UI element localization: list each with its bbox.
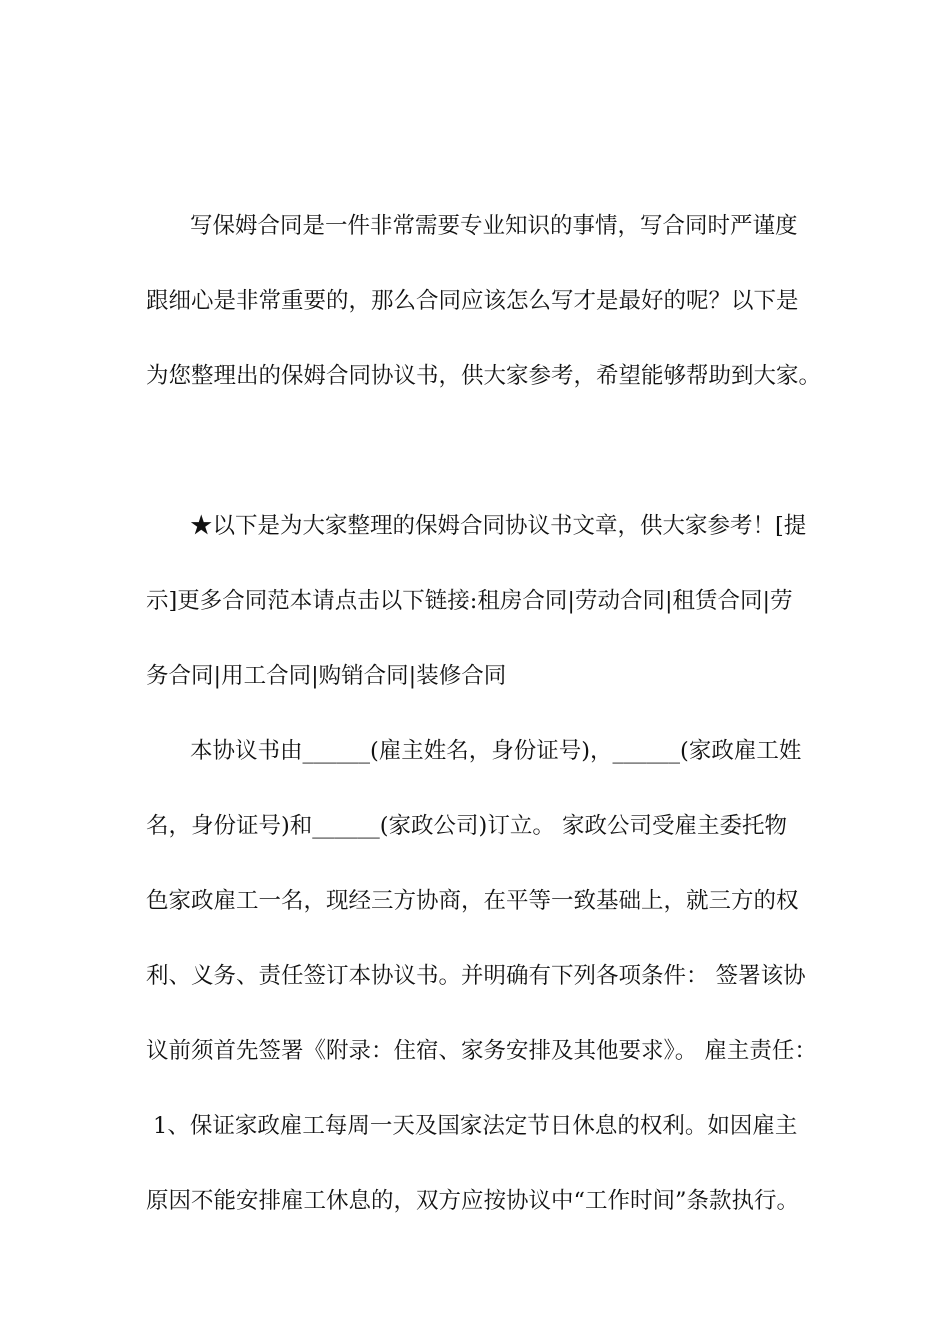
paragraph-agreement-line-3: 色家政雇工一名，现经三方协商，在平等一致基础上，就三方的权 <box>146 888 799 914</box>
paragraph-links-line-2: 示]更多合同范本请点击以下链接:租房合同|劳动合同|租赁合同|劳 <box>146 588 793 614</box>
paragraph-intro-line-2: 跟细心是非常重要的，那么合同应该怎么写才是最好的呢？以下是 <box>146 288 799 314</box>
paragraph-links-line-3: 务合同|用工合同|购销合同|装修合同 <box>146 663 507 689</box>
paragraph-agreement-line-7: 原因不能安排雇工休息的，双方应按协议中“工作时间”条款执行。 <box>146 1188 800 1214</box>
paragraph-intro-line-1: 写保姆合同是一件非常需要专业知识的事情，写合同时严谨度 <box>190 213 798 239</box>
paragraph-agreement-line-1: 本协议书由______(雇主姓名，身份证号)，______(家政雇工姓 <box>190 738 802 764</box>
paragraph-agreement-line-2: 名，身份证号)和______(家政公司)订立。 家政公司受雇主委托物 <box>146 813 787 839</box>
paragraph-agreement-line-5: 议前须首先签署《附录：住宿、家务安排及其他要求》。 雇主责任： <box>146 1038 817 1064</box>
paragraph-agreement-line-4: 利、义务、责任签订本协议书。并明确有下列各项条件： 签署该协 <box>146 963 806 989</box>
paragraph-intro-line-3: 为您整理出的保姆合同协议书，供大家参考，希望能够帮助到大家。 <box>146 363 822 389</box>
paragraph-links-line-1: ★以下是为大家整理的保姆合同协议书文章，供大家参考！[提 <box>190 513 807 539</box>
paragraph-agreement-line-6: 1、保证家政雇工每周一天及国家法定节日休息的权利。如因雇主 <box>153 1113 798 1139</box>
